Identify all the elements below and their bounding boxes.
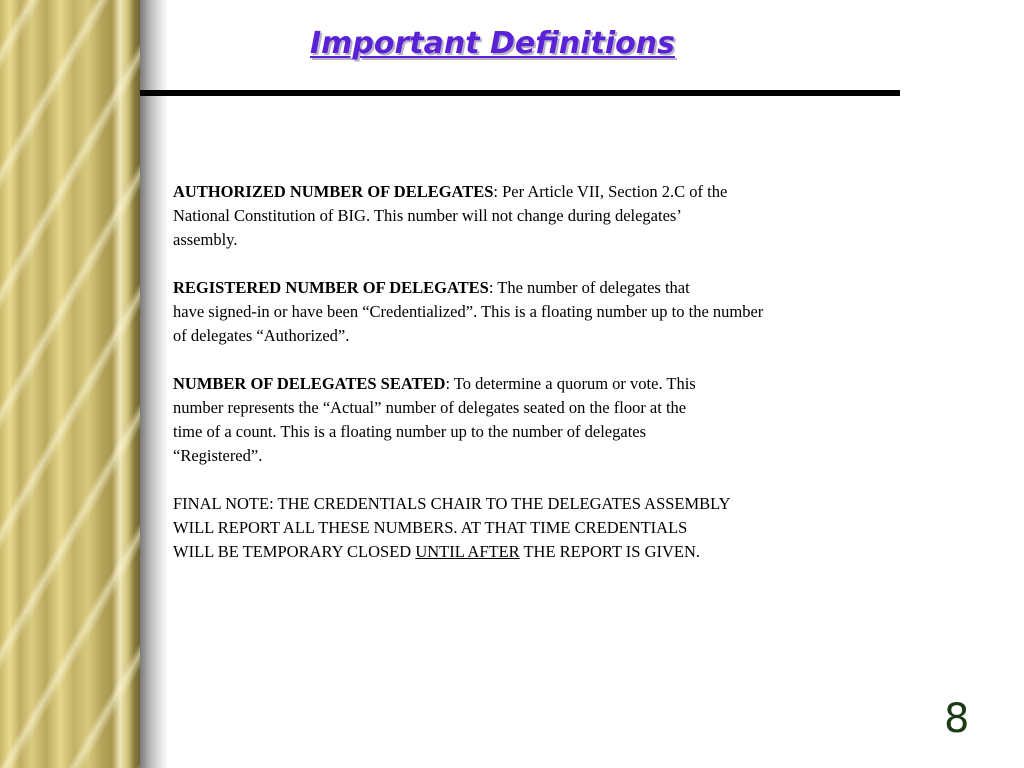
final-note: [173, 492, 893, 564]
definition-authorized: [173, 180, 893, 252]
final-note-text: THE REPORT IS GIVEN.: [519, 542, 701, 561]
final-note-line: WILL REPORT ALL THESE NUMBERS. AT THAT TIME CREDENTIALS: [173, 518, 688, 537]
definition-line: “Registered”.: [173, 446, 263, 465]
definition-line: of delegates “Authorized”.: [173, 326, 350, 345]
final-note-line: FINAL NOTE: THE CREDENTIALS CHAIR TO THE DELEGATES ASSEMBLY: [173, 494, 731, 513]
slide-body: [173, 180, 893, 588]
definition-text: : Per Article VII, Section 2.C of the: [493, 182, 728, 201]
definition-term: NUMBER OF DELEGATES SEATED: [173, 374, 446, 393]
title-divider: [140, 90, 900, 96]
page-number: 8: [944, 696, 970, 742]
definition-term: AUTHORIZED NUMBER OF DELEGATES: [173, 182, 494, 201]
border-shadow: [140, 0, 168, 768]
definition-term: REGISTERED NUMBER OF DELEGATES: [173, 278, 489, 297]
definition-line: number represents the “Actual” number of delegates seated on the floor at the: [173, 398, 687, 417]
definition-line: National Constitution of BIG. This number will not change during delegates’: [173, 206, 682, 225]
definition-line: [173, 372, 893, 396]
definition-seated: [173, 372, 893, 468]
definition-line: have signed-in or have been “Credentialized”. This is a floating number up to the number: [173, 302, 764, 321]
final-note-text: WILL BE TEMPORARY CLOSED: [173, 542, 416, 561]
definition-line: assembly.: [173, 230, 238, 249]
definition-text: : The number of delegates that: [488, 278, 690, 297]
definition-line: time of a count. This is a floating number up to the number of delegates: [173, 422, 647, 441]
definition-line: [173, 276, 893, 300]
definition-registered: [173, 276, 893, 348]
final-note-emphasis: UNTIL AFTER: [415, 542, 520, 561]
final-note-line: [173, 540, 893, 564]
slide-title: Important Definitions: [310, 26, 675, 61]
definition-text: : To determine a quorum or vote. This: [445, 374, 696, 393]
definition-line: [173, 180, 893, 204]
decorative-gold-border: [0, 0, 140, 768]
